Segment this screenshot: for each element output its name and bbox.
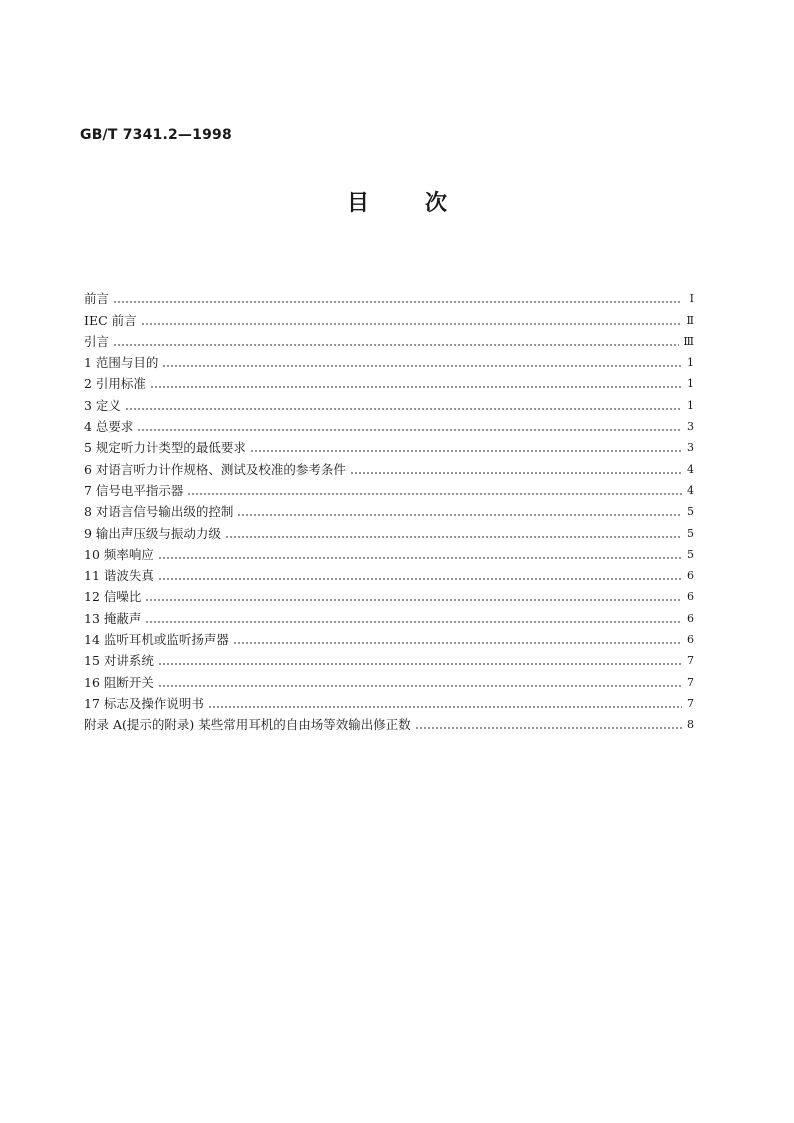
dot-leader	[145, 614, 682, 624]
standard-code: GB/T 7341.2—1998	[80, 127, 232, 143]
toc-entry[interactable]	[84, 584, 694, 605]
toc-entry-page: 3	[687, 420, 694, 434]
toc-entry-label: 17 标志及操作说明书	[84, 695, 204, 711]
dot-leader	[233, 635, 682, 645]
toc-entry-label: 12 信噪比	[84, 589, 142, 605]
toc-entry-label: 5 规定听力计类型的最低要求	[84, 440, 246, 456]
toc-entry-page: 8	[687, 718, 694, 732]
toc-entry[interactable]	[84, 627, 694, 648]
toc-entry-label: 4 总要求	[84, 419, 134, 435]
toc-entry-label: 14 监听耳机或监听扬声器	[84, 632, 229, 648]
toc-entry-page: Ⅲ	[683, 334, 694, 348]
toc-entry-label: 9 输出声压级与振动力级	[84, 525, 221, 541]
toc-entry-page: 5	[687, 505, 694, 519]
dot-leader	[158, 656, 682, 666]
toc-entry-label: 引言	[84, 333, 110, 349]
toc-entry-label: 8 对语言信号输出级的控制	[84, 504, 234, 520]
dot-leader	[237, 507, 682, 517]
toc-entry[interactable]	[84, 648, 694, 669]
page-title	[0, 186, 794, 217]
dot-leader	[350, 465, 682, 475]
toc-entry[interactable]	[84, 371, 694, 392]
toc-entry-page: 4	[687, 462, 694, 476]
toc-entry[interactable]	[84, 286, 694, 307]
dot-leader	[113, 337, 679, 347]
toc-entry[interactable]	[84, 499, 694, 520]
toc-entry-label: 11 谐波失真	[84, 568, 154, 584]
toc-entry-page: Ⅰ	[689, 292, 694, 306]
dot-leader	[187, 486, 682, 496]
toc-entry-label: 7 信号电平指示器	[84, 482, 184, 498]
toc-entry[interactable]	[84, 456, 694, 477]
toc-entry[interactable]	[84, 350, 694, 371]
toc-entry-label: 3 定义	[84, 397, 121, 413]
toc-entry-page: 5	[687, 526, 694, 540]
title-char-right: 次	[425, 191, 448, 216]
toc-entry-page: 7	[687, 696, 694, 710]
toc-entry-label: 附录 A(提示的附录) 某些常用耳机的自由场等效输出修正数	[84, 717, 411, 733]
toc-entry-label: 16 阻断开关	[84, 674, 154, 690]
toc-entry-label: 2 引用标准	[84, 376, 146, 392]
toc-entry[interactable]	[84, 329, 694, 350]
toc-entry-page: 7	[687, 675, 694, 689]
toc-entry[interactable]	[84, 691, 694, 712]
toc-entry-page: 3	[687, 441, 694, 455]
toc-entry[interactable]	[84, 669, 694, 690]
toc-entry[interactable]	[84, 605, 694, 626]
dot-leader	[150, 379, 682, 389]
toc-entry-page: 6	[687, 590, 694, 604]
dot-leader	[137, 422, 682, 432]
toc-entry-page: 1	[687, 398, 694, 412]
toc-entry-page: 5	[687, 547, 694, 561]
toc-entry-page: 1	[687, 377, 694, 391]
toc-entry-page: 6	[687, 569, 694, 583]
toc-entry[interactable]	[84, 712, 694, 733]
toc-entry-page: Ⅱ	[686, 313, 694, 327]
toc-entry-label: IEC 前言	[84, 312, 137, 328]
dot-leader	[250, 443, 682, 453]
toc-entry-page: 1	[687, 356, 694, 370]
toc-entry[interactable]	[84, 435, 694, 456]
toc-entry-page: 6	[687, 611, 694, 625]
toc-entry-label: 前言	[84, 291, 110, 307]
dot-leader	[158, 678, 682, 688]
toc-entry[interactable]	[84, 563, 694, 584]
dot-leader	[415, 720, 682, 730]
toc-entry-label: 15 对讲系统	[84, 653, 154, 669]
toc-entry-label: 13 掩蔽声	[84, 610, 142, 626]
dot-leader	[141, 316, 682, 326]
toc-entry[interactable]	[84, 307, 694, 328]
toc-entry[interactable]	[84, 392, 694, 413]
dot-leader	[145, 592, 682, 602]
toc-entry[interactable]	[84, 542, 694, 563]
toc-entry[interactable]	[84, 478, 694, 499]
dot-leader	[158, 550, 682, 560]
toc-entry-label: 10 频率响应	[84, 546, 154, 562]
table-of-contents	[84, 286, 694, 733]
dot-leader	[162, 358, 682, 368]
toc-entry-label: 6 对语言听力计作规格、测试及校准的参考条件	[84, 461, 346, 477]
toc-entry-page: 6	[687, 633, 694, 647]
toc-entry-label: 1 范围与目的	[84, 355, 159, 371]
dot-leader	[158, 571, 682, 581]
dot-leader	[113, 294, 682, 304]
toc-entry-page: 4	[687, 483, 694, 497]
title-char-left: 目	[346, 191, 369, 216]
dot-leader	[125, 401, 682, 411]
toc-entry-page: 7	[687, 654, 694, 668]
dot-leader	[208, 699, 682, 709]
dot-leader	[225, 529, 682, 539]
toc-entry[interactable]	[84, 414, 694, 435]
toc-entry[interactable]	[84, 520, 694, 541]
